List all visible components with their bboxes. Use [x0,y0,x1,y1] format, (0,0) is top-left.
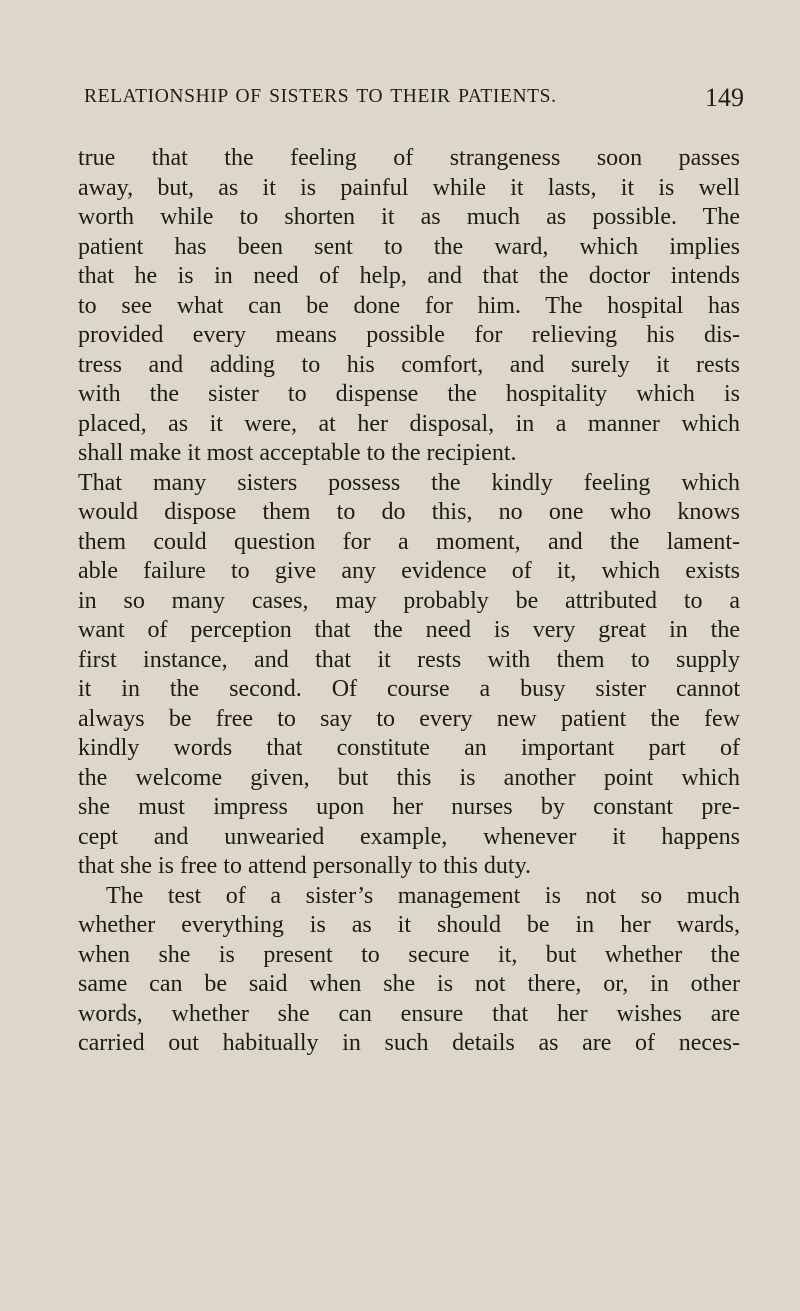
text-line: shall make it most acceptable to the recipient. [78,440,517,466]
text-line: placed, as it were, at her disposal, in a manner which [78,410,740,437]
text-line: worth while to shorten it as much as possible. The [78,204,740,230]
text-line: true that the feeling of strangeness soon passes [78,145,740,171]
text-line: first instance, and that it rests with them to supply [78,646,740,673]
text-line: she must impress upon her nurses by constant pre- [78,794,740,820]
text-line: when she is present to secure it, but whether the [78,941,740,968]
text-line: whether everything is as it should be in her wards, [78,912,740,938]
text-line: cept and unwearied example, whenever it happens [78,823,740,850]
text-line: that he is in need of help, and that the doctor intends [78,263,740,289]
text-line: want of perception that the need is very great in the [78,617,740,643]
text-line: words, whether she can ensure that her wishes are [78,1000,740,1027]
body-text [78,144,740,1059]
text-line: it in the second. Of course a busy sister cannot [78,676,740,702]
text-line: in so many cases, may probably be attributed to a [78,587,740,614]
text-line: with the sister to dispense the hospitality which is [78,381,740,407]
text-line: away, but, as it is painful while it lasts, it is well [78,174,740,201]
text-line: provided every means possible for relieving his dis- [78,322,740,348]
text-line: kindly words that constitute an important part of [78,735,740,761]
text-line: that she is free to attend personally to this duty. [78,853,532,879]
text-line: always be free to say to every new patient the few [78,705,740,732]
page-number: 149 [705,83,744,112]
text-line: patient has been sent to the ward, which implies [78,233,740,260]
text-line: able failure to give any evidence of it, which exists [78,558,740,584]
text-line: would dispose them to do this, no one who knows [78,499,740,525]
text-line: That many sisters possess the kindly feeling which [78,469,740,496]
running-head [84,83,744,116]
text-line: them could question for a moment, and the lament- [78,528,740,555]
paragraph-start-line: The test of a sister’s management is not so much [106,882,740,909]
text-line: carried out habitually in such details as are of neces- [78,1030,740,1056]
text-line: tress and adding to his comfort, and surely it rests [78,351,740,378]
text-line: to see what can be done for him. The hospital has [78,292,740,319]
running-title: RELATIONSHIP OF SISTERS TO THEIR PATIENTS. [84,86,557,107]
text-line: same can be said when she is not there, or, in other [78,971,740,997]
text-line: the welcome given, but this is another point which [78,764,740,791]
